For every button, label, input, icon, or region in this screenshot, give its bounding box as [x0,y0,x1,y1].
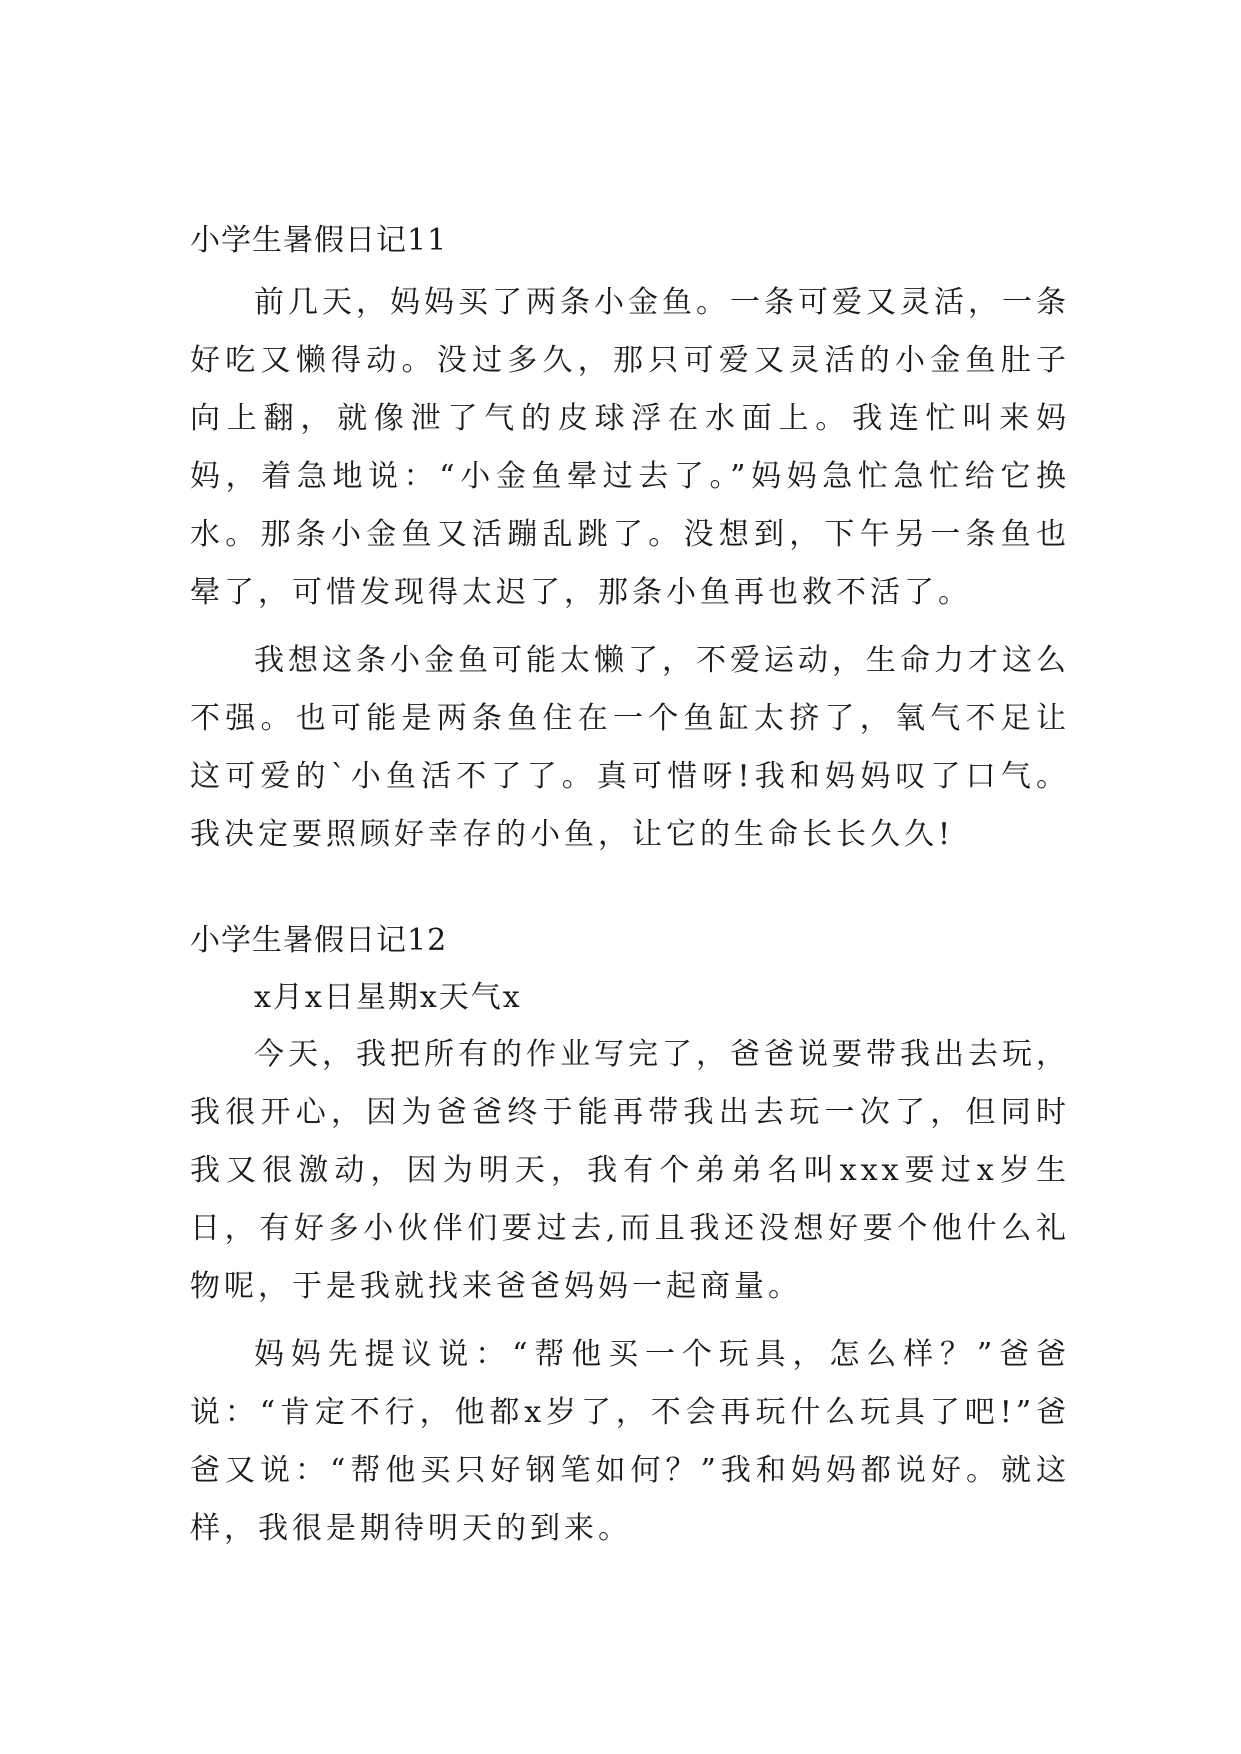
diary-entry-12 [190,918,1070,1558]
entry-title: 小学生暑假日记12 [190,923,448,958]
entry-paragraph: 我想这条小金鱼可能太懒了，不爱运动，生命力才这么不强。也可能是两条鱼住在一个鱼缸太挤了，氧气不足让这可爱的`小鱼活不了了。真可惜呀!我和妈妈叹了口气。我决定要照顾好幸存的小鱼，让它的生命长长久久! [190,643,1070,852]
entry-title: 小学生暑假日记11 [190,223,448,258]
entry-paragraph: 妈妈先提议说：“帮他买一个玩具，怎么样？”爸爸说：“肯定不行，他都x岁了，不会再玩什么玩具了吧!”爸爸又说：“帮他买只好钢笔如何？”我和妈妈都说好。就这样，我很是期待明天的到来。 [190,1337,1070,1546]
entry-paragraph: 今天，我把所有的作业写完了，爸爸说要带我出去玩，我很开心，因为爸爸终于能再带我出去玩一次了，但同时我又很激动，因为明天，我有个弟弟名叫xxx要过x岁生日，有好多小伙伴们要过去,而且我还没想好要个他什么礼物呢，于是我就找来爸爸妈妈一起商量。 [190,1037,1070,1304]
entry-paragraph: 前几天，妈妈买了两条小金鱼。一条可爱又灵活，一条好吃又懒得动。没过多久，那只可爱又灵活的小金鱼肚子向上翻，就像泄了气的皮球浮在水面上。我连忙叫来妈妈，着急地说：“小金鱼晕过去了。”妈妈急忙急忙给它换水。那条小金鱼又活蹦乱跳了。没想到，下午另一条鱼也晕了，可惜发现得太迟了，那条小鱼再也救不活了。 [190,285,1070,610]
entry-dateline: x月x日星期x天气x [254,980,522,1015]
diary-entry-11 [190,218,1070,864]
